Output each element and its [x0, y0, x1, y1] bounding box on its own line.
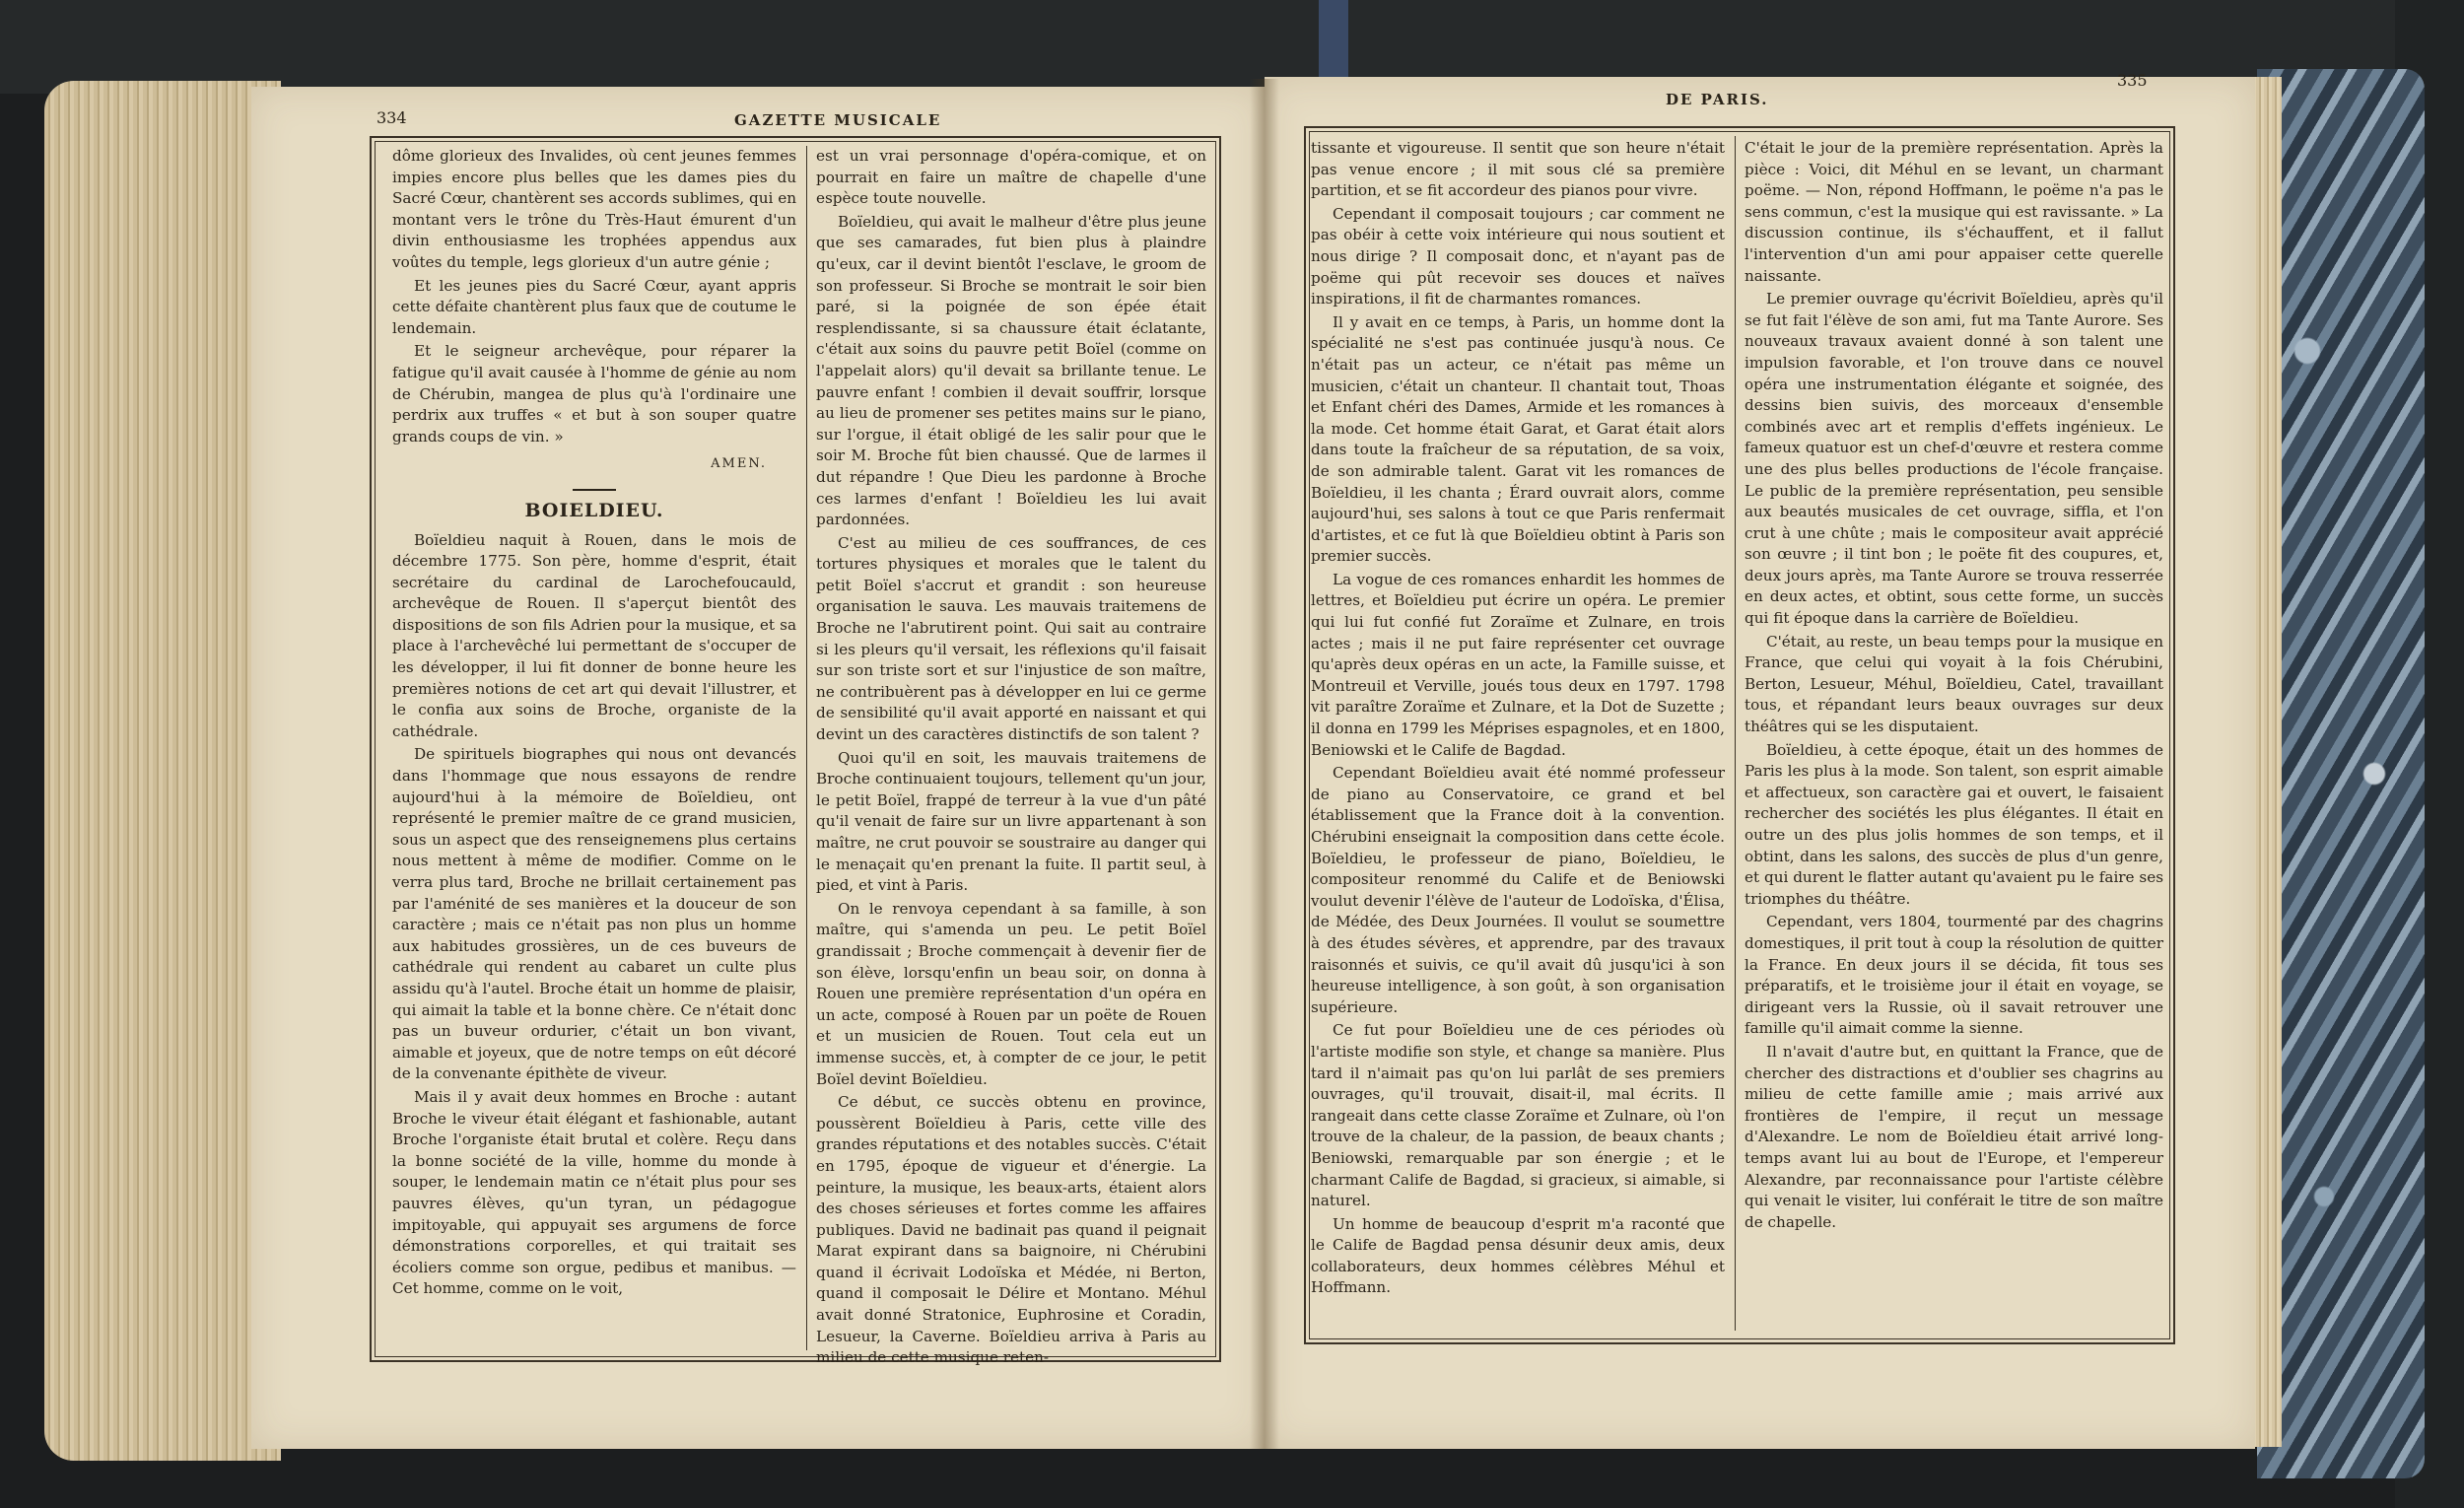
paragraph: On le renvoya cependant à sa famille, à son maître, qui s'amenda un peu. Le petit Boïel grandissait ; Broche commençait à devenir fier de son élève, lorsqu'enfin un beau soir, on donna à Rouen une première représentation d'un opéra en un acte, composé à Rouen par un poëte de Rouen et un musicien de Rouen. Tout cela eut un immense succès, et, à compter de ce jour, le petit Boïel devint Boïeldieu. [816, 899, 1206, 1088]
paragraph: Il y avait en ce temps, à Paris, un homme dont la spécialité ne s'est pas continuée jusqu'à nous. Ce n'était pas un acteur, ce n'était pas même un musicien, c'était un chanteur. Il chantait tout, Thoas et Enfant chéri des Dames, Armide et les romances à la mode. Cet homme était Garat, et Garat était alors dans toute la fraîcheur de sa réputation, de sa voix, de son admirable talent. Garat vit les romances de Boïeldieu, il les chanta ; Érard ouvrait alors, comme aujourd'hui, ses salons à tout ce que Paris renfermait d'artistes, et ce fut là que Boïeldieu obtint à Paris son premier succès. [1311, 312, 1725, 566]
running-head-left: GAZETTE MUSICALE [734, 111, 942, 129]
paragraph: De spirituels biographes qui nous ont devancés dans l'hommage que nous essayons de rendre aujourd'hui à la mémoire de Boïeldieu, ont représenté le premier maître de ce grand musicien, sous un aspect que des renseignemens plus certains nous mettent à même de modifier. Comme on le verra plus tard, Broche ne brillait certainement pas par l'aménité de ses manières et la douceur de son caractère ; mais ce n'était pas non plus un homme aux habitudes grossières, un de ces buveurs de cathédrale qui rendent au cabaret un culte plus assidu qu'à l'autel. Broche était un homme de plaisir, qui aimait la table et la bonne chère. Ce n'était donc pas un buveur ordurier, c'était un bon vivant, aimable et joyeux, que de notre temps on eût décoré de la convenante épithète de viveur. [392, 745, 796, 1083]
paragraph: Boïeldieu, qui avait le malheur d'être plus jeune que ses camarades, fut bien plus à plaindre qu'eux, car il devint bientôt l'esclave, le groom de son professeur. Si Broche se montrait le soir bien paré, si la poignée de son épée était resplendissante, si sa chaussure était éclatante, c'était aux soins du pauvre petit Boïel (comme on l'appelait alors) qu'il devait sa brillante tenue. Le pauvre enfant ! combien il devait souffrir, lorsque au lieu de promener ses petites mains sur le piano, sur l'orgue, il était obligé de les salir pour que le soir M. Broche fût bien chaussé. Que de larmes il dut répandre ! Que Dieu les pardonne à Broche ces larmes d'enfant ! Boïeldieu les lui avait pardonnées. [816, 212, 1206, 529]
paragraph: Cependant, vers 1804, tourmenté par des chagrins domestiques, il prit tout à coup la résolution de quitter la France. En deux jours il se décida, fit tous ses préparatifs, et le troisième jour il était en voyage, se dirigeant vers la Russie, où il savait retrouver une famille qu'il aimait comme la sienne. [1745, 913, 2163, 1038]
paragraph: est un vrai personnage d'opéra-comique, et on pourrait en faire un maître de chapelle d'une espèce toute nouvelle. [816, 147, 1206, 208]
column-rule-left [806, 146, 807, 1350]
paragraph: C'était, au reste, un beau temps pour la musique en France, que celui qui voyait à la fois Chérubini, Berton, Lesueur, Méhul, Boïeldieu, Catel, travaillant tous, et répandant leurs beaux ouvrages sur deux théâtres qui se les disputaient. [1745, 632, 2163, 736]
paragraph: Ce début, ce succès obtenu en province, poussèrent Boïeldieu à Paris, cette ville des grandes réputations et des notables succès. C'était en 1795, époque de vigueur et d'énergie. La peinture, la musique, les beaux-arts, étaient alors des choses sérieuses et fortes comme les affaires publiques. David ne badinait pas quand il peignait Marat expirant dans sa baignoire, ni Chérubini quand il écrivait Lodoïska et Médée, ni Berton, quand il composait le Délire et Montano. Méhul avait donné Stratonice, Euphrosine et Coradin, Lesueur, la Caverne. Boïeldieu arriva à Paris au milieu de cette musique reten- [816, 1093, 1206, 1367]
page-number-right: 335 [2117, 71, 2148, 90]
paragraph: Et le seigneur archevêque, pour réparer la fatigue qu'il avait causée à l'homme de génie au nom de Chérubin, mangea de plus qu'à l'ordinaire une perdrix aux truffes « et but à son souper quatre grands coups de vin. » [392, 342, 796, 446]
paragraph: Le premier ouvrage qu'écrivit Boïeldieu, après qu'il se fut fait l'élève de son ami, fut ma Tante Aurore. Ses nouveaux travaux avaient donné à son talent une impulsion favorable, et l'on trouve dans ce nouvel opéra une instrumentation élégante et soignée, des dessins bien suivis, des morceaux d'ensemble combinés avec art et remplis d'effets ingénieux. Le fameux quatuor est un chef-d'œuvre et restera comme une des plus belles productions de l'école française. Le public de la première représentation, peu sensible aux beautés musicales de cet ouvrage, siffla, et l'on crut à une chûte ; mais le compositeur avait apprécié son œuvre ; il tint bon ; le poëte fit des coupures, et, deux jours après, ma Tante Aurore se trouva resserrée en deux actes, et obtint, sous cette forme, un succès qui fit époque dans la carrière de Boïeldieu. [1745, 290, 2163, 628]
paragraph: Un homme de beaucoup d'esprit m'a raconté que le Calife de Bagdad pensa désunir deux amis, deux collaborateurs, deux hommes célèbres Méhul et Hoffmann. [1311, 1214, 1725, 1297]
column-3 [1311, 138, 1725, 1336]
book-gutter [1250, 79, 1279, 1449]
paragraph: C'est au milieu de ces souffrances, de ces tortures physiques et morales que le talent du petit Boïel s'accrut et grandit : son heureuse organisation le sauva. Les mauvais traitemens de Broche ne l'abrutirent point. Qui sait au contraire si les pleurs qu'il versait, les réflexions qu'il faisait sur son triste sort et sur l'injustice de son maître, ne contribuèrent pas à développer en lui ce germe de sensibilité qu'il avait apporté en naissant et qui devint un des caractères distinctifs de son talent ? [816, 533, 1206, 744]
column-4 [1745, 138, 2163, 1336]
page-number-left: 334 [376, 108, 407, 127]
paragraph: Boïeldieu naquit à Rouen, dans le mois de décembre 1775. Son père, homme d'esprit, était secrétaire du cardinal de Larochefoucauld, archevêque de Rouen. Il s'aperçut bientôt des dispositions de son fils Adrien pour la musique, et sa place à l'archevêché lui permettant de s'occuper de les développer, il lui fit donner de bonne heure les premières notions de cet art qui devait l'illustrer, et le confia aux soins de Broche, organiste de la cathédrale. [392, 530, 796, 740]
book-page-edges-left [44, 81, 281, 1461]
column-2 [816, 146, 1206, 1367]
column-1 [392, 146, 796, 1353]
column-rule-right [1735, 136, 1736, 1331]
scanner-clamp [1319, 0, 1348, 79]
paragraph: Ce fut pour Boïeldieu une de ces périodes où l'artiste modifie son style, et change sa manière. Plus tard il n'aimait pas qu'on lui parlât de ses premiers ouvrages, qu'il trouvait, disait-il, mal écrits. Il rangeait dans cette classe Zoraïme et Zulnare, où l'on trouve de la chaleur, de la passion, de beaux chants ; Beniowski, remarquable par son énergie ; et le charmant Calife de Bagdad, si gracieux, si aimable, si naturel. [1311, 1021, 1725, 1210]
paragraph: C'était le jour de la première représentation. Après la pièce : Voici, dit Méhul en se levant, un charmant poëme. — Non, répond Hoffmann, le poëme n'a pas le sens commun, c'est la musique qui est ravissante. » La discussion continue, ils s'échauffent, et il fallut l'intervention d'un ami pour appaiser cette querelle naissante. [1745, 139, 2163, 285]
marbled-book-cover [2257, 69, 2425, 1478]
paragraph: Cependant Boïeldieu avait été nommé professeur de piano au Conservatoire, ce grand et bel établissement que la France doit à la convention. Chérubini enseignait la composition dans cette école. Boïeldieu, le professeur de piano, Boïeldieu, le compositeur renommé du Calife et de Beniowski voulut devenir l'élève de l'auteur de Lodoïska, d'Élisa, de Médée, des Deux Journées. Il voulut se soumettre à des études sévères, et apprendre, par des travaux raisonnés et suivis, ce qu'il avait dû jusqu'ici à son heureuse intelligence, à son goût, à son organisation supérieure. [1311, 764, 1725, 1016]
paragraph: Cependant il composait toujours ; car comment ne pas obéir à cette voix intérieure qui nous soutient et nous dirige ? Il composait donc, et n'ayant pas de poëme qui pût recevoir ses douces et naïves inspirations, il fit de charmantes romances. [1311, 204, 1725, 308]
paragraph: Quoi qu'il en soit, les mauvais traitemens de Broche continuaient toujours, tellement qu'un jour, le petit Boïel, frappé de terreur à la vue d'un pâté qu'il venait de faire sur un livre appartenant à son maître, ne crut pouvoir se soustraire au danger qui le menaçait qu'en prenant la fuite. Il partit seul, à pied, et vint à Paris. [816, 748, 1206, 895]
paragraph: La vogue de ces romances enhardit les hommes de lettres, et Boïeldieu put écrire un opéra. Le premier qui lui fut confié fut Zoraïme et Zulnare, en trois actes ; mais il ne put faire représenter cet ouvrage qu'après deux opéras en un acte, la Famille suisse, et Montreuil et Verville, joués tous deux en 1797. 1798 vit paraître Zoraïme et Zulnare, et la Dot de Suzette ; il donna en 1799 les Méprises espagnoles, et en 1800, Beniowski et le Calife de Bagdad. [1311, 570, 1725, 759]
paragraph: Boïeldieu, à cette époque, était un des hommes de Paris les plus à la mode. Son talent, son esprit aimable et affectueux, son caractère gai et ouvert, le faisaient rechercher des sociétés les plus élégantes. Il était en outre un des plus jolis hommes de son temps, et il obtint, dans les salons, des succès de plus d'un genre, et qui durent le flatter autant qu'avaient pu le faire ses triomphes du théâtre. [1745, 740, 2163, 908]
paragraph: Et les jeunes pies du Sacré Cœur, ayant appris cette défaite chantèrent plus faux que de coutume le lendemain. [392, 276, 796, 337]
running-head-right: DE PARIS. [1666, 91, 1769, 108]
signature-amen: AMEN. [711, 456, 767, 472]
paragraph: tissante et vigoureuse. Il sentit que son heure n'était pas venue encore ; il mit sous clé sa première partition, et se fit accordeur des pianos pour vivre. [1311, 139, 1725, 200]
paragraph: Il n'avait d'autre but, en quittant la France, que de chercher des distractions et d'oublier ses chagrins au milieu de cette famille amie ; mais arrivé aux frontières de l'empire, il reçut un message d'Alexandre. Le nom de Boïeldieu était arrivé long-temps avant lui au bout de l'Europe, et l'empereur Alexandre, par reconnaissance pour l'artiste célèbre qui venait le visiter, lui conférait le titre de son maître de chapelle. [1745, 1042, 2163, 1231]
paragraph: Mais il y avait deux hommes en Broche : autant Broche le viveur était élégant et fashionable, autant Broche l'organiste était brutal et colère. Reçu dans la bonne société de la ville, homme du monde à souper, le lendemain matin ce n'était plus pour ses pauvres élèves, qu'un tyran, un pédagogue impitoyable, qui appuyait ses argumens de force démonstrations corporelles, et qui traitait ses écoliers comme son orgue, pedibus et manibus. — Cet homme, comme on le voit, [392, 1087, 796, 1298]
paragraph: dôme glorieux des Invalides, où cent jeunes femmes impies encore plus belles que les dames pies du Sacré Cœur, chantèrent ses accords sublimes, qui en montant vers le trône du Très-Haut émurent d'un divin enthousiasme les trophées appendus aux voûtes du temple, legs glorieux d'un autre génie ; [392, 147, 796, 271]
article-heading: BOIELDIEU. [524, 499, 664, 521]
section-rule [573, 489, 616, 491]
